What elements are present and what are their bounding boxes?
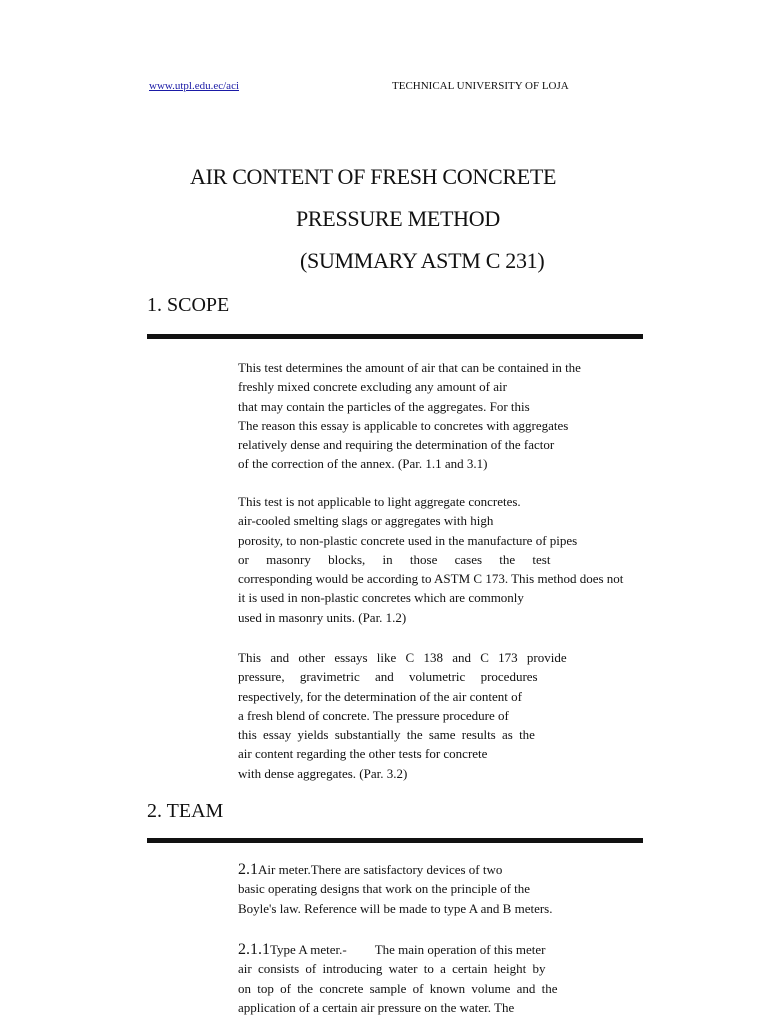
text-line: relatively dense and requiring the determination of the factor	[238, 437, 555, 453]
title-line-1: AIR CONTENT OF FRESH CONCRETE	[190, 164, 557, 189]
text-run: Air meter.There are satisfactory devices of two	[258, 862, 503, 877]
text-line: or masonry blocks, in those cases the test	[238, 551, 551, 567]
title-line-2: PRESSURE METHOD	[296, 206, 500, 231]
text-line: freshly mixed concrete excluding any amount of air	[238, 379, 507, 395]
text-line: The reason this essay is applicable to concretes with aggregates	[238, 417, 569, 433]
text-line: This test determines the amount of air that can be contained in the	[238, 360, 581, 375]
text-line: air consists of introducing water to a certain height by	[238, 961, 546, 977]
text-line: this essay yields substantially the same results as the	[238, 727, 535, 743]
text-line: basic operating designs that work on the principle of the	[238, 881, 531, 897]
text-line: Boyle's law. Reference will be made to type A and B meters.	[238, 900, 553, 916]
team-paragraph-1	[238, 860, 588, 918]
text-line: with dense aggregates. (Par. 3.2)	[238, 765, 408, 781]
text-line: This test is not applicable to light aggregate concretes.	[238, 494, 521, 509]
text-line: a fresh blend of concrete. The pressure procedure of	[238, 707, 509, 723]
text-line: application of a certain air pressure on the water. The	[238, 999, 515, 1015]
text-line: air content regarding the other tests for concrete	[238, 746, 488, 762]
header-university: TECHNICAL UNIVERSITY OF LOJA	[392, 80, 569, 92]
text-line: used in masonry units. (Par. 1.2)	[238, 609, 407, 625]
clause-heading: Type A meter.-	[270, 942, 347, 957]
text-line: porosity, to non-plastic concrete used in the manufacture of pipes	[238, 532, 578, 548]
text-line	[238, 860, 588, 879]
text-run: The main operation of this meter	[374, 942, 546, 957]
text-line: air-cooled smelting slags or aggregates with high	[238, 513, 494, 529]
text-line: corresponding would be according to ASTM C 173. This method does not	[238, 571, 624, 587]
section-rule	[147, 838, 643, 843]
scope-paragraph-1	[238, 358, 588, 474]
text-line: This and other essays like C 138 and C 173 provide	[238, 650, 567, 665]
text-line: on top of the concrete sample of known volume and the	[238, 980, 558, 996]
text-line	[238, 940, 588, 959]
section-heading-scope: 1. SCOPE	[147, 294, 230, 316]
clause-number: 2.1	[238, 861, 258, 878]
scope-paragraph-2	[238, 492, 624, 627]
title-line-3: (SUMMARY ASTM C 231)	[300, 248, 545, 273]
section-rule	[147, 334, 643, 339]
section-heading-team: 2. TEAM	[147, 800, 224, 822]
team-paragraph-2	[238, 940, 588, 1017]
scope-paragraph-3	[238, 648, 588, 783]
header-link[interactable]: www.utpl.edu.ec/aci	[149, 80, 240, 92]
text-line: of the correction of the annex. (Par. 1.1 and 3.1)	[238, 456, 488, 472]
text-line: pressure, gravimetric and volumetric procedures	[238, 669, 538, 685]
text-line: respectively, for the determination of the air content of	[238, 688, 522, 704]
text-line: that may contain the particles of the aggregates. For this	[238, 398, 530, 414]
text-line: it is used in non-plastic concretes which are commonly	[238, 590, 524, 606]
clause-number: 2.1.1	[238, 941, 270, 958]
